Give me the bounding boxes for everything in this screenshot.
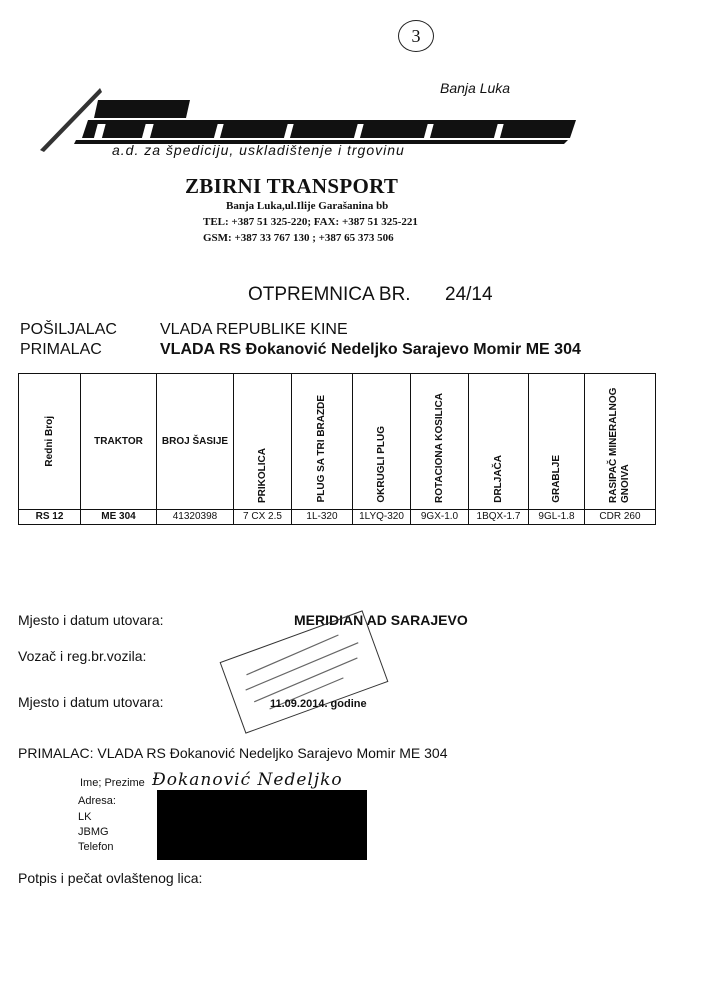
address-label: Adresa: [78, 795, 116, 807]
cell-broj-sasije: 41320398 [157, 509, 234, 524]
company-address: Banja Luka,ul.Ilije Garašanina bb [226, 200, 389, 212]
receiver-value: VLADA RS Đokanović Nedeljko Sarajevo Momir ME 304 [160, 341, 581, 358]
logo-tagline: a.d. za špediciju, uskladištenje i trgovinu [112, 142, 405, 158]
cell-okrugli-plug: 1LYQ-320 [353, 509, 411, 524]
sender-label: POŠILJALAC [20, 321, 117, 338]
header-cell: DRLJAČA [469, 374, 529, 510]
cell-rasipac: CDR 260 [585, 509, 656, 524]
sender-value: VLADA REPUBLIKE KINE [160, 321, 348, 338]
page-number-mark: 3 [398, 20, 434, 52]
cell-redni-broj: RS 12 [19, 509, 81, 524]
header-cell: PLUG SA TRI BRAZDE [292, 374, 353, 510]
name-signature: Đokanović Nedeljko [152, 770, 343, 790]
jbmg-label: JBMG [78, 826, 109, 838]
shipment-table [18, 373, 656, 525]
table-row [19, 509, 656, 524]
header-cell: OKRUGLI PLUG [353, 374, 411, 510]
cell-kosilica: 9GX-1.0 [411, 509, 469, 524]
loading-date-value: 11.09.2014. godine [270, 698, 367, 710]
loading-place-label: Mjesto i datum utovara: [18, 612, 164, 628]
logo-city: Banja Luka [440, 80, 511, 96]
loading-place-value: MERIDIAN AD SARAJEVO [294, 612, 468, 628]
header-cell: GRABLJE [529, 374, 585, 510]
document-title: OTPREMNICA BR. [248, 284, 411, 305]
redaction-box [157, 790, 367, 860]
stamp-lines [221, 612, 387, 733]
driver-label: Vozač i reg.br.vozila: [18, 648, 147, 664]
phone-label: Telefon [78, 841, 114, 853]
stamp [220, 610, 389, 733]
header-cell: RASIPAČ MINERALNOG GNOIVA [585, 374, 656, 510]
document-number: 24/14 [445, 284, 493, 305]
header-cell: PRIKOLICA [234, 374, 292, 510]
cell-prikolica: 7 CX 2.5 [234, 509, 292, 524]
lk-label: LK [78, 811, 92, 823]
loading-date-label: Mjesto i datum utovara: [18, 694, 164, 710]
header-cell: BROJ ŠASIJE [157, 374, 234, 510]
header-cell: Redni Broj [19, 374, 81, 510]
header-cell: TRAKTOR [81, 374, 157, 510]
signature-label: Potpis i pečat ovlaštenog lica: [18, 870, 203, 886]
cell-plug: 1L-320 [292, 509, 353, 524]
receiver-line: PRIMALAC: VLADA RS Đokanović Nedeljko Sarajevo Momir ME 304 [18, 745, 448, 761]
cell-drljaca: 1BQX-1.7 [469, 509, 529, 524]
cell-grablje: 9GL-1.8 [529, 509, 585, 524]
company-gsm: GSM: +387 33 767 130 ; +387 65 373 506 [203, 232, 394, 244]
company-title: ZBIRNI TRANSPORT [185, 174, 399, 198]
cell-traktor: ME 304 [81, 509, 157, 524]
receiver-label: PRIMALAC [20, 341, 102, 358]
name-label: Ime; Prezime [80, 777, 145, 789]
header-cell: ROTACIONA KOSILICA [411, 374, 469, 510]
company-phone: TEL: +387 51 325-220; FAX: +387 51 325-221 [203, 216, 418, 228]
table-header-row [19, 374, 656, 510]
